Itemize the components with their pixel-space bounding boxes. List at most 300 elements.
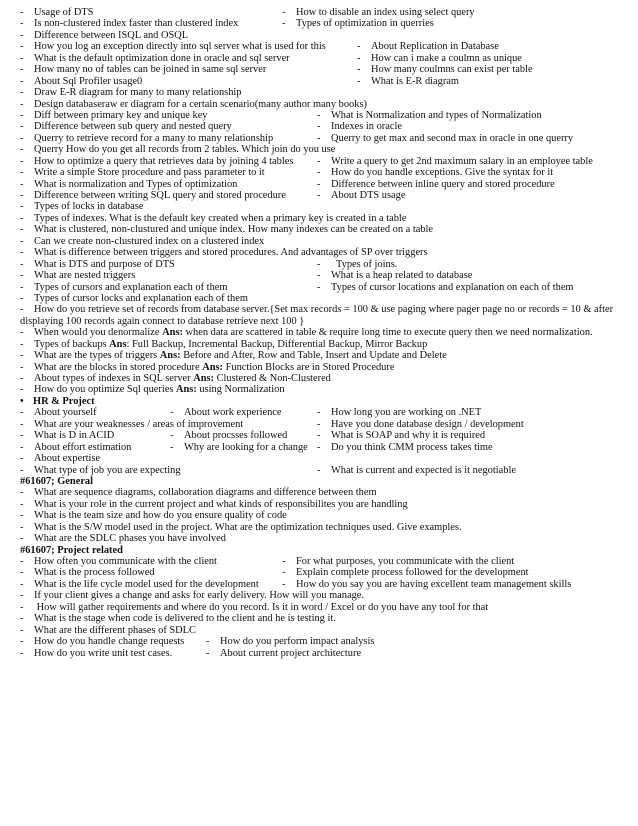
dash-marker: - [20, 464, 24, 476]
list-item [282, 567, 529, 578]
item-text: How many no of tables can be joined in same sql server [34, 64, 267, 76]
item-text: Types of indexes. What is the default key created when a primary key is created in a table [34, 212, 407, 224]
list-item [20, 533, 226, 544]
dash-marker: - [20, 647, 24, 659]
dash-marker: - [20, 98, 24, 110]
list-item [20, 87, 241, 98]
dash-marker: - [317, 418, 321, 430]
dash-marker: - [20, 258, 24, 270]
item-text: About types of indexes in SQL server [34, 373, 194, 385]
list-item [317, 110, 542, 121]
dash-marker: - [20, 41, 24, 53]
list-item [317, 121, 402, 132]
list-row [20, 499, 620, 510]
list-item [20, 602, 488, 613]
list-item [282, 18, 434, 29]
item-text: About procsses followed [184, 430, 288, 442]
list-row [20, 533, 620, 544]
list-row [20, 442, 620, 453]
list-item [20, 465, 181, 476]
list-item [20, 636, 184, 647]
item-text: How will gather requirements and where do you record. Is it in word / Excel or do you have any tool for that [34, 601, 489, 613]
item-text: What are the types of triggers [34, 350, 160, 362]
list-item [317, 190, 405, 201]
item-text: Difference between sub query and nested query [34, 121, 232, 133]
dash-marker: - [20, 292, 24, 304]
list-row [20, 282, 620, 293]
list-item [20, 224, 433, 235]
item-text: Usage of DTS [34, 7, 94, 18]
list-item [357, 53, 522, 64]
item-text: What is the default optimization done in oracle and sql server [34, 52, 290, 64]
dash-marker: - [20, 52, 24, 64]
answer-label: Ans: [162, 327, 183, 339]
dash-marker: - [206, 636, 210, 648]
list-row [20, 30, 620, 41]
dash-marker: - [20, 212, 24, 224]
list-row [20, 636, 620, 647]
item-text: What is the S/W model used in the project. What are the optimization techniques used. Give examples. [34, 521, 462, 533]
item-text: Querry to retrieve record for a many to many relationship [34, 132, 274, 144]
list-row [20, 567, 620, 578]
list-item [20, 7, 93, 18]
dash-marker: - [20, 441, 24, 453]
item-text: Types of cursor locations and explanation on each of them [331, 281, 574, 293]
list-item [20, 293, 248, 304]
dash-marker: - [317, 270, 321, 282]
dash-marker: - [20, 533, 24, 545]
dash-marker: - [170, 430, 174, 442]
dash-marker: - [20, 235, 24, 247]
document-page [20, 7, 620, 659]
item-text: What is a heap related to database [331, 270, 473, 282]
item-text: What is the stage when code is delivered to the client and he is testing it. [34, 613, 336, 625]
dash-marker: - [317, 281, 321, 293]
item-text: How to disable an index using select query [296, 7, 475, 18]
list-row [20, 76, 620, 87]
list-item [20, 236, 264, 247]
item-text: What is the team size and how do you ensure quality of code [34, 510, 287, 522]
item-text: About yourself [34, 407, 97, 419]
list-item [20, 487, 377, 498]
list-row [20, 487, 620, 498]
item-text: How to optimize a query that retrieves data by joining 4 tables [34, 155, 294, 167]
list-item [20, 133, 273, 144]
list-row [20, 510, 620, 521]
list-item [317, 407, 481, 418]
dash-marker: - [20, 281, 24, 293]
list-row [20, 339, 620, 350]
item-text: What is difference between triggers and stored procedures. And advantages of SP over triggers [34, 247, 428, 259]
list-item [317, 282, 574, 293]
list-item [20, 499, 408, 510]
dash-marker: - [20, 132, 24, 144]
dash-marker: - [20, 384, 24, 396]
list-item [20, 430, 114, 441]
answer-label: Ans: [159, 350, 181, 362]
dash-marker: - [317, 167, 321, 179]
dash-marker: - [282, 567, 286, 579]
dash-marker: - [20, 18, 24, 30]
list-row [20, 373, 620, 384]
list-item [20, 213, 406, 224]
dash-marker: - [20, 75, 24, 87]
list-row [20, 144, 620, 155]
dash-marker: - [357, 52, 361, 64]
item-text: What type of job you are expecting [34, 464, 181, 476]
item-text: About work experience [184, 407, 282, 419]
list-row [20, 18, 620, 29]
list-row [20, 648, 620, 659]
dash-marker: - [282, 18, 286, 30]
item-text: What is your role in the current project and what kinds of responsibilites you are handling [34, 498, 408, 510]
item-text: What are nested triggers [34, 270, 136, 282]
dash-marker: - [20, 327, 24, 339]
list-item [20, 590, 364, 601]
list-item [317, 465, 516, 476]
list-row [20, 327, 620, 338]
item-text: About DTS usage [331, 190, 406, 201]
dash-marker: - [20, 224, 24, 236]
section-heading [20, 545, 620, 556]
list-item [20, 110, 208, 121]
dash-marker: - [317, 190, 321, 201]
item-text: How do you handle change requests [34, 636, 185, 648]
list-item [282, 556, 514, 567]
heading-text: HR & Project [33, 395, 95, 407]
list-item [20, 442, 131, 453]
item-text: How you log an exception directly into sql server what is used for this [34, 41, 326, 53]
list-item [20, 270, 135, 281]
dash-marker: - [317, 441, 321, 453]
item-text: Types of backups [34, 338, 110, 350]
dash-marker: - [20, 590, 24, 602]
list-item [20, 247, 428, 258]
list-item [20, 190, 286, 201]
list-item [20, 648, 172, 659]
dash-marker: - [20, 418, 24, 430]
dash-marker: - [282, 556, 286, 568]
list-item [357, 64, 533, 75]
item-text: How many coulmns can exist per table [371, 64, 533, 76]
list-item [20, 625, 196, 636]
dash-marker: - [317, 464, 321, 476]
list-row [20, 87, 620, 98]
item-text: Difference between inline query and stored procedure [331, 178, 555, 190]
dash-marker: - [317, 121, 321, 133]
dash-marker: - [20, 636, 24, 648]
item-text: Indexes in oracle [331, 121, 402, 133]
item-text: Querry How do you get all records from 2 tables. Which join do you use [34, 144, 336, 156]
dash-marker: - [282, 7, 286, 18]
dash-marker: - [20, 64, 24, 76]
item-text: How can i make a coulmn as unique [371, 52, 522, 64]
list-item [282, 579, 571, 590]
dash-marker: - [206, 647, 210, 659]
dash-marker: - [20, 201, 24, 213]
item-text: Explain complete process followed for the development [296, 567, 529, 579]
item-text: How do you handle exceptions. Give the syntax for it [331, 167, 554, 179]
dash-marker: - [20, 567, 24, 579]
section-heading [20, 476, 620, 487]
dash-marker: - [282, 578, 286, 590]
dash-marker: - [20, 373, 24, 385]
dash-marker: - [20, 556, 24, 568]
list-item [317, 259, 397, 270]
list-row [20, 270, 620, 281]
dash-marker: - [20, 407, 24, 419]
item-text: Is non-clustered index faster than clustered index [34, 18, 239, 30]
dash-marker: - [170, 441, 174, 453]
list-item [20, 30, 188, 41]
list-item [20, 282, 227, 293]
list-item [20, 522, 462, 533]
list-item [20, 144, 335, 155]
item-text: What is normalization and Types of optimization [34, 178, 238, 190]
item-text: What are your weaknesses / areas of improvement [34, 418, 244, 430]
list-row [20, 293, 620, 304]
item-text: What are the different phases of SDLC [34, 624, 196, 636]
item-text: What is E-R diagram [371, 75, 460, 87]
item-text: Write a query to get 2nd maximum salary in an employee table [331, 155, 593, 167]
list-item [20, 510, 287, 521]
dash-marker: - [20, 155, 24, 167]
dash-marker: - [317, 109, 321, 121]
list-row [20, 167, 620, 178]
list-item [20, 419, 243, 430]
list-row [20, 259, 620, 270]
item-text: Draw E-R diagram for many to many relationship [34, 87, 242, 99]
list-row [20, 41, 620, 52]
list-item [20, 304, 620, 327]
list-item [317, 430, 485, 441]
dash-marker: - [20, 178, 24, 190]
item-text: Can we create non-clustured index on a clustered index [34, 235, 265, 247]
list-row [20, 110, 620, 121]
item-text: How do you say you are having excellent team management skills [296, 578, 572, 590]
list-item [317, 179, 555, 190]
dash-marker: - [20, 430, 24, 442]
item-text: What is the life cycle model used for the development [34, 578, 259, 590]
dash-marker: - [357, 64, 361, 76]
list-row [20, 602, 620, 613]
list-item [317, 156, 593, 167]
list-row [20, 556, 620, 567]
list-item [206, 636, 374, 647]
answer-label: Ans: [176, 384, 197, 396]
dash-marker: - [20, 487, 24, 499]
item-text: When would you denormalize [34, 327, 163, 339]
list-row [20, 213, 620, 224]
list-item [20, 64, 266, 75]
list-row [20, 133, 620, 144]
dash-marker: - [317, 258, 321, 270]
list-item [20, 121, 232, 132]
list-row [20, 190, 620, 201]
list-item [20, 384, 285, 395]
answer-label: Ans: [193, 373, 214, 385]
dash-marker: - [20, 167, 24, 179]
answer-text: Before and After, Row and Table, Insert and Update and Delete [180, 350, 447, 362]
item-text: How often you communicate with the client [34, 556, 217, 568]
item-text: How do you perform impact analysis [220, 636, 375, 648]
list-item [170, 407, 282, 418]
list-row [20, 64, 620, 75]
item-text: What is clustered, non-clustured and unique index. How many indexes can be created on a table [34, 224, 434, 236]
list-item [170, 442, 308, 453]
list-item [20, 373, 331, 384]
answer-text: when data are scattered in table & require long time to execute query then we need normalization. [182, 327, 593, 339]
list-item [20, 407, 97, 418]
list-item [20, 53, 290, 64]
list-item [20, 156, 293, 167]
answer-text: Clustered & Non-Clustered [214, 373, 331, 385]
list-item [170, 430, 287, 441]
dash-marker: - [20, 87, 24, 99]
list-item [20, 556, 217, 567]
dash-marker: - [20, 247, 24, 259]
dash-marker: - [20, 338, 24, 350]
dash-marker: - [20, 578, 24, 590]
list-item [20, 579, 259, 590]
item-text: About effort estimation [34, 441, 132, 453]
item-text: About current project architecture [220, 647, 362, 659]
list-row [20, 156, 620, 167]
item-text: How do you write unit test cases. [34, 647, 173, 659]
dash-marker: - [20, 613, 24, 625]
list-item [20, 18, 238, 29]
dash-marker: - [170, 407, 174, 419]
list-item [317, 270, 472, 281]
bullet-icon: • [20, 395, 24, 407]
list-item [20, 76, 142, 87]
item-text: What is the process followed [34, 567, 155, 579]
list-item [20, 362, 394, 373]
list-item [20, 453, 100, 464]
item-text: About Sql Profiler usage0 [34, 75, 143, 87]
list-item [282, 7, 475, 18]
dash-marker: - [20, 453, 24, 465]
list-item [317, 133, 573, 144]
item-text: Diff between primary key and unique key [34, 109, 208, 121]
list-row [20, 7, 620, 18]
dash-marker: - [20, 144, 24, 156]
item-text: Have you done database design / development [331, 418, 524, 430]
list-item [20, 613, 336, 624]
item-text: What is current and expected is it negotiable [331, 464, 516, 476]
dash-marker: - [20, 29, 24, 41]
item-text: How do you retrieve set of records from database server.{Set max records = 100 & use paging where pager page no or records = 10 & after displaying 100 records again connect to database retrieve next 100 } [20, 304, 614, 327]
list-row [20, 224, 620, 235]
list-row [20, 453, 620, 464]
dash-marker: - [20, 521, 24, 533]
list-row [20, 384, 620, 395]
item-text: For what purposes, you communicate with the client [296, 556, 515, 568]
item-text: If your client gives a change and asks for early delivery. How will you manage. [34, 590, 364, 602]
dash-marker: - [317, 430, 321, 442]
dash-marker: - [20, 510, 24, 522]
answer-text: using Normalization [196, 384, 285, 396]
dash-marker: - [20, 350, 24, 362]
dash-marker: - [20, 121, 24, 133]
item-text: What are sequence diagrams, collaboration diagrams and difference between them [34, 487, 377, 499]
item-text: What are the blocks in stored procedure [34, 361, 203, 373]
item-text: Why are looking for a change [184, 441, 308, 453]
item-text: What is Normalization and types of Normalization [331, 109, 542, 121]
item-text: Design databaseraw er diagram for a certain scenario(many author many books) [34, 98, 367, 110]
list-row [20, 522, 620, 533]
dash-marker: - [20, 7, 24, 18]
list-row [20, 179, 620, 190]
item-text: How long you are working on .NET [331, 407, 482, 419]
list-item [317, 442, 493, 453]
item-text: Types of cursors and explanation each of them [34, 281, 228, 293]
heading-text: #61607; General [20, 475, 94, 487]
dash-marker: - [20, 270, 24, 282]
list-item [20, 327, 593, 338]
answer-text: Function Blocks are in Stored Procedure [223, 361, 395, 373]
dash-marker: - [317, 132, 321, 144]
list-item [20, 259, 175, 270]
list-item [20, 179, 237, 190]
dash-marker: - [20, 361, 24, 373]
list-item [206, 648, 361, 659]
list-row [20, 625, 620, 636]
list-row [20, 99, 620, 110]
list-item [20, 201, 144, 212]
item-text: Types of cursor locks and explanation each of them [34, 292, 248, 304]
answer-text: : Full Backup, Incremental Backup, Differential Backup, Mirror Backup [126, 338, 428, 350]
list-row [20, 247, 620, 258]
dash-marker: - [317, 178, 321, 190]
list-item [357, 41, 499, 52]
item-text: What is DTS and purpose of DTS [34, 258, 175, 270]
item-text: What is SOAP and why it is required [331, 430, 486, 442]
list-row [20, 613, 620, 624]
dash-marker: - [20, 498, 24, 510]
dash-marker: - [20, 190, 24, 201]
item-text: Write a simple Store procedure and pass parameter to it [34, 167, 265, 179]
item-text: Difference between writing SQL query and stored procedure [34, 190, 286, 201]
item-text: Types of joins. [331, 258, 398, 270]
list-item [317, 419, 524, 430]
list-item [20, 339, 427, 350]
list-row [20, 419, 620, 430]
item-text: About Replication in Database [371, 41, 499, 53]
list-row [20, 201, 620, 212]
dash-marker: - [317, 407, 321, 419]
answer-label: Ans: [202, 361, 224, 373]
list-item [317, 167, 553, 178]
dash-marker: - [20, 624, 24, 636]
list-row [20, 121, 620, 132]
item-text: What are the SDLC phases you have involved [34, 533, 226, 545]
list-row [20, 236, 620, 247]
list-row [20, 362, 620, 373]
list-row [20, 465, 620, 476]
heading-text: #61607; Project related [20, 544, 123, 556]
dash-marker: - [20, 601, 24, 613]
list-item [20, 99, 367, 110]
section-heading [20, 396, 620, 407]
item-text: Difference between ISQL and OSQL [34, 29, 189, 41]
item-text: Types of optimization in querries [296, 18, 434, 30]
dash-marker: - [357, 75, 361, 87]
list-row [20, 407, 620, 418]
answer-label: Ans [109, 338, 127, 350]
item-text: What is D in ACID [34, 430, 115, 442]
item-text: Types of locks in database [34, 201, 144, 213]
